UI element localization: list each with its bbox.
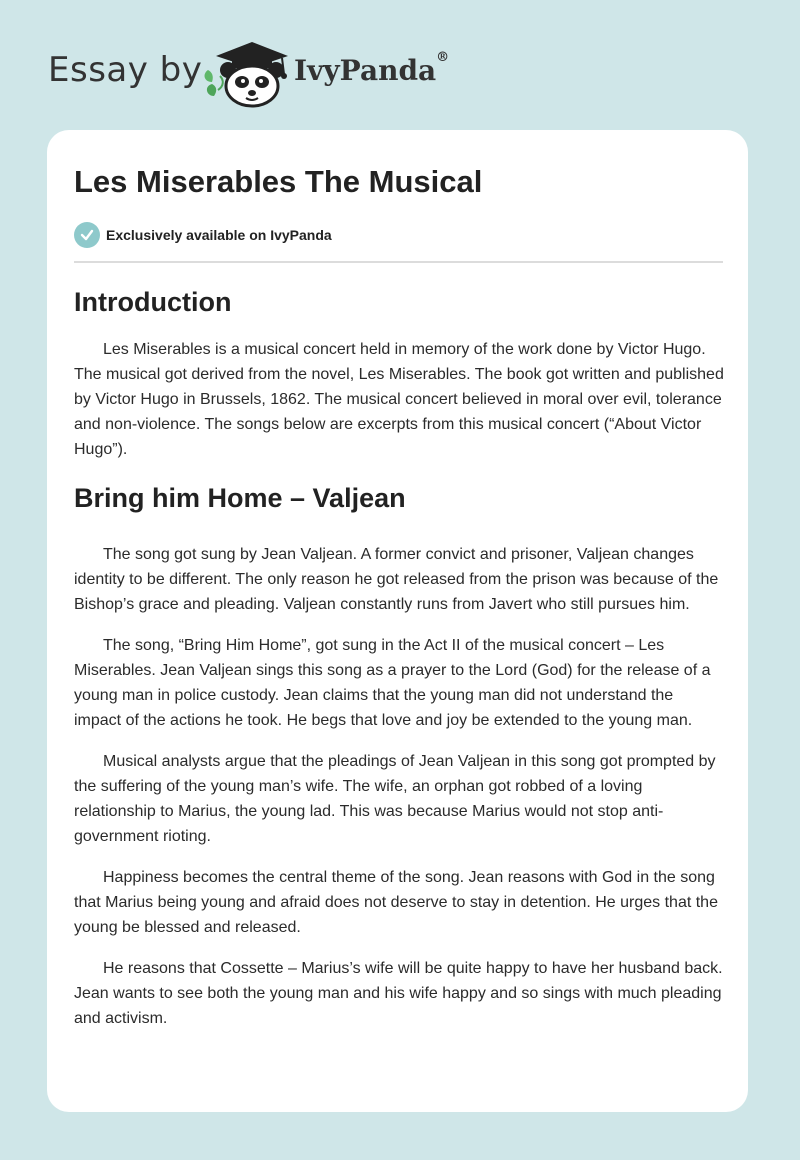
exclusive-badge xyxy=(74,222,332,248)
essay-content xyxy=(74,280,724,1031)
checkmark-icon xyxy=(74,222,100,248)
paragraph: Happiness becomes the central theme of the song. Jean reasons with God in the song that Marius being young and afraid does not deserve to stay in detention. He urges that the young be blessed and released. xyxy=(74,869,718,936)
brand-text: IvyPanda xyxy=(294,54,437,87)
essay-by-label: Essay by xyxy=(48,50,203,90)
registered-mark: ® xyxy=(436,50,450,65)
paragraph: Les Miserables is a musical concert held in memory of the work done by Victor Hugo. The musical got derived from the novel, Les Miserables. The book got written and published by Victor Hugo in Brussels, 1862. The musical concert believed in moral over evil, tolerance and non-violence. The songs below are excerpts from this musical concert (“About Victor Hugo”). xyxy=(74,341,724,458)
ivy-leaf-icon xyxy=(205,70,223,96)
ivypanda-logo[interactable] xyxy=(200,36,292,113)
section-heading-bring-him-home: Bring him Home – Valjean xyxy=(74,483,406,513)
paragraph: The song, “Bring Him Home”, got sung in the Act II of the musical concert – Les Miserables. Jean Valjean sings this song as a prayer to the Lord (God) for the release of a young man in police custody. Jean claims that the young man did not understand the impact of the actions he took. He begs that love and joy be extended to the young man. xyxy=(74,637,711,729)
paragraph: Musical analysts argue that the pleadings of Jean Valjean in this song got prompted by the suffering of the young man’s wife. The wife, an orphan got robbed of a loving relationship to Marius, the young lad. This was because Marius would not stop anti-government rioting. xyxy=(74,753,716,845)
panda-graduate-icon xyxy=(216,42,288,106)
essay-card xyxy=(47,130,748,1112)
paragraph: He reasons that Cossette – Marius’s wife will be quite happy to have her husband back. Jean wants to see both the young man and his wife happy and so sings with much pleading and activism. xyxy=(74,960,723,1027)
exclusive-badge-label: Exclusively available on IvyPanda xyxy=(106,227,332,243)
paragraph: The song got sung by Jean Valjean. A former convict and prisoner, Valjean changes identity to be different. The only reason he got released from the prison was because of the Bishop’s grace and pleading. Valjean constantly runs from Javert who still pursues him. xyxy=(74,546,719,613)
site-header xyxy=(0,0,800,130)
page-title: Les Miserables The Musical xyxy=(74,164,483,199)
divider xyxy=(74,261,723,263)
brand-name[interactable] xyxy=(294,50,450,87)
section-heading-introduction: Introduction xyxy=(74,287,232,317)
